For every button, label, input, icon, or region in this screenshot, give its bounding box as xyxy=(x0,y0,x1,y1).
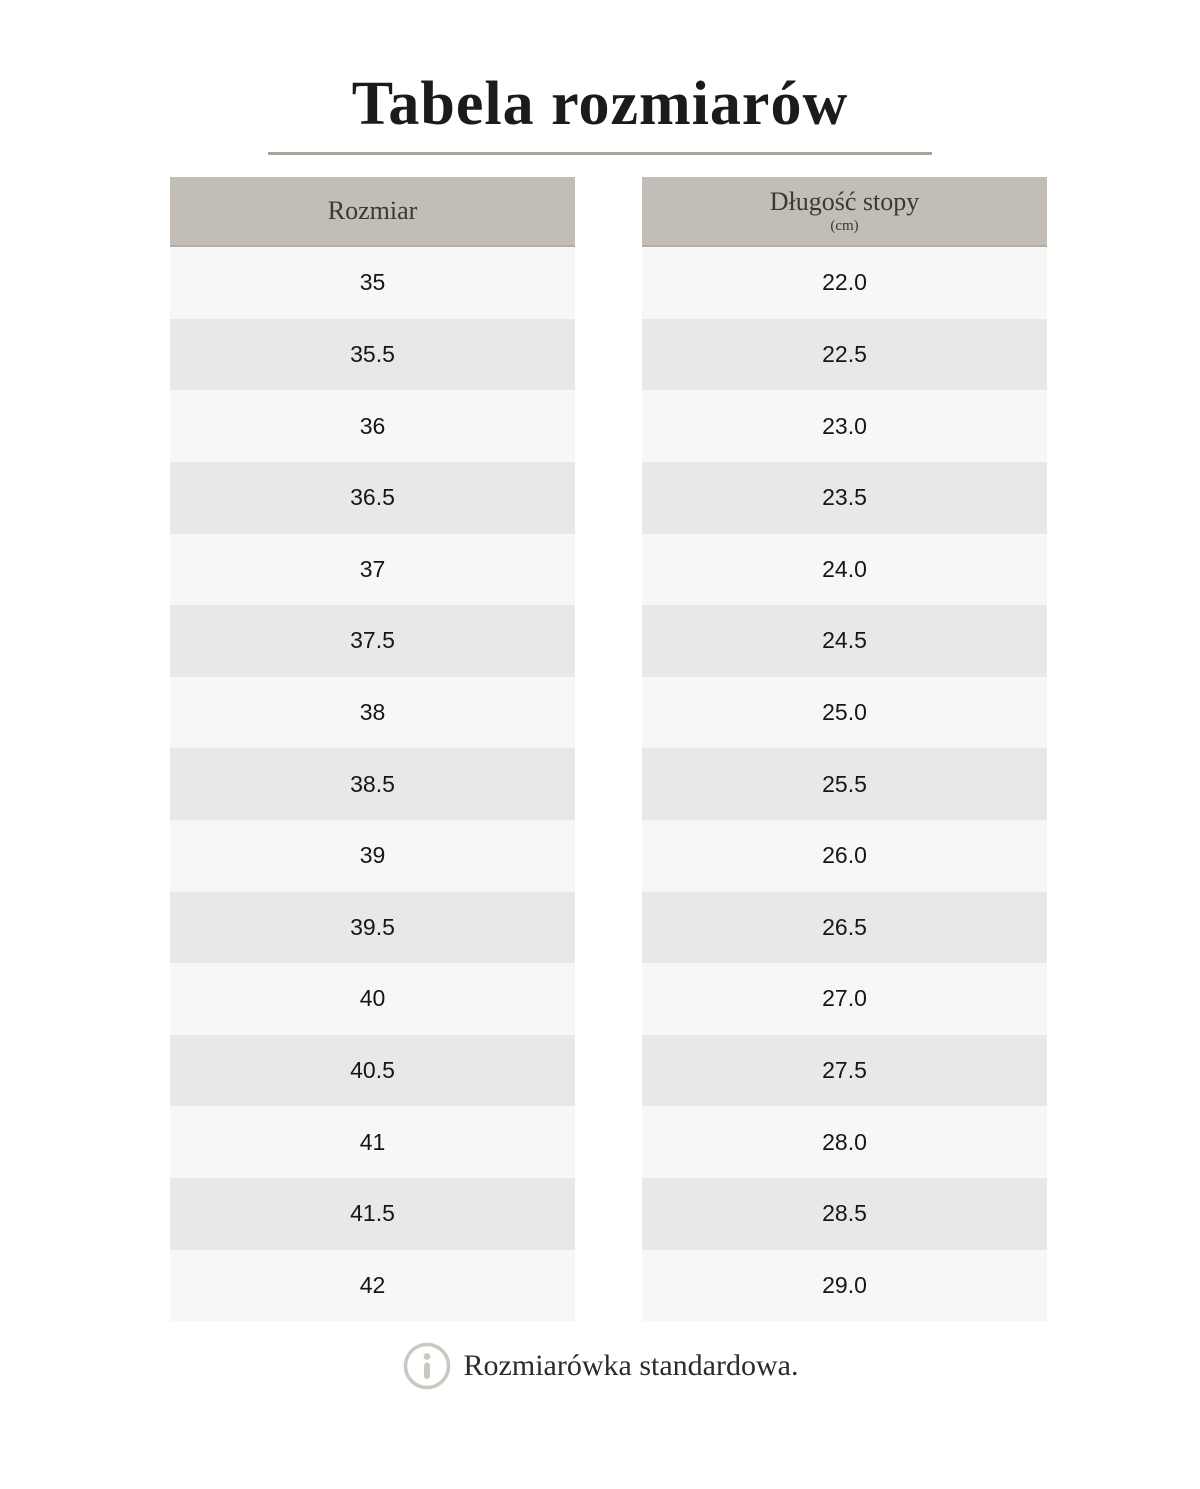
size-cell: 40.5 xyxy=(170,1035,575,1107)
foot-length-column-label: Długość stopy xyxy=(769,187,920,217)
foot-length-cell: 26.5 xyxy=(642,892,1047,964)
foot-length-cell: 27.5 xyxy=(642,1035,1047,1107)
size-column-label: Rozmiar xyxy=(327,195,418,225)
size-cell: 37 xyxy=(170,534,575,606)
size-cell: 35 xyxy=(170,247,575,319)
page-title: Tabela rozmiarów xyxy=(351,70,849,138)
size-cell: 38.5 xyxy=(170,748,575,820)
size-column xyxy=(170,177,575,1321)
size-chart-table xyxy=(170,177,1047,1321)
size-cell: 36 xyxy=(170,390,575,462)
foot-length-cell: 28.5 xyxy=(642,1178,1047,1250)
note-text: Rozmiarówka standardowa. xyxy=(463,1349,799,1383)
size-cell: 39 xyxy=(170,820,575,892)
size-cell: 41 xyxy=(170,1106,575,1178)
note xyxy=(0,1341,1200,1391)
size-cell: 37.5 xyxy=(170,605,575,677)
foot-length-cell: 22.5 xyxy=(642,319,1047,391)
foot-length-cell: 26.0 xyxy=(642,820,1047,892)
foot-length-column xyxy=(642,177,1047,1321)
foot-length-cell: 27.0 xyxy=(642,963,1047,1035)
foot-length-column-header xyxy=(642,177,1047,247)
size-cell: 41.5 xyxy=(170,1178,575,1250)
foot-length-cell: 25.5 xyxy=(642,748,1047,820)
size-cell: 42 xyxy=(170,1250,575,1322)
size-cell: 38 xyxy=(170,677,575,749)
foot-length-rows xyxy=(642,247,1047,1321)
size-column-header xyxy=(170,177,575,247)
info-icon xyxy=(402,1341,452,1391)
size-cell: 40 xyxy=(170,963,575,1035)
foot-length-cell: 28.0 xyxy=(642,1106,1047,1178)
foot-length-cell: 24.0 xyxy=(642,534,1047,606)
size-cell: 39.5 xyxy=(170,892,575,964)
foot-length-cell: 24.5 xyxy=(642,605,1047,677)
foot-length-cell: 23.0 xyxy=(642,390,1047,462)
foot-length-cell: 25.0 xyxy=(642,677,1047,749)
size-cell: 35.5 xyxy=(170,319,575,391)
foot-length-cell: 23.5 xyxy=(642,462,1047,534)
foot-length-column-unit: (cm) xyxy=(830,217,859,234)
foot-length-cell: 29.0 xyxy=(642,1250,1047,1322)
size-cell: 36.5 xyxy=(170,462,575,534)
size-rows xyxy=(170,247,575,1321)
title-underline xyxy=(268,152,932,155)
foot-length-cell: 22.0 xyxy=(642,247,1047,319)
